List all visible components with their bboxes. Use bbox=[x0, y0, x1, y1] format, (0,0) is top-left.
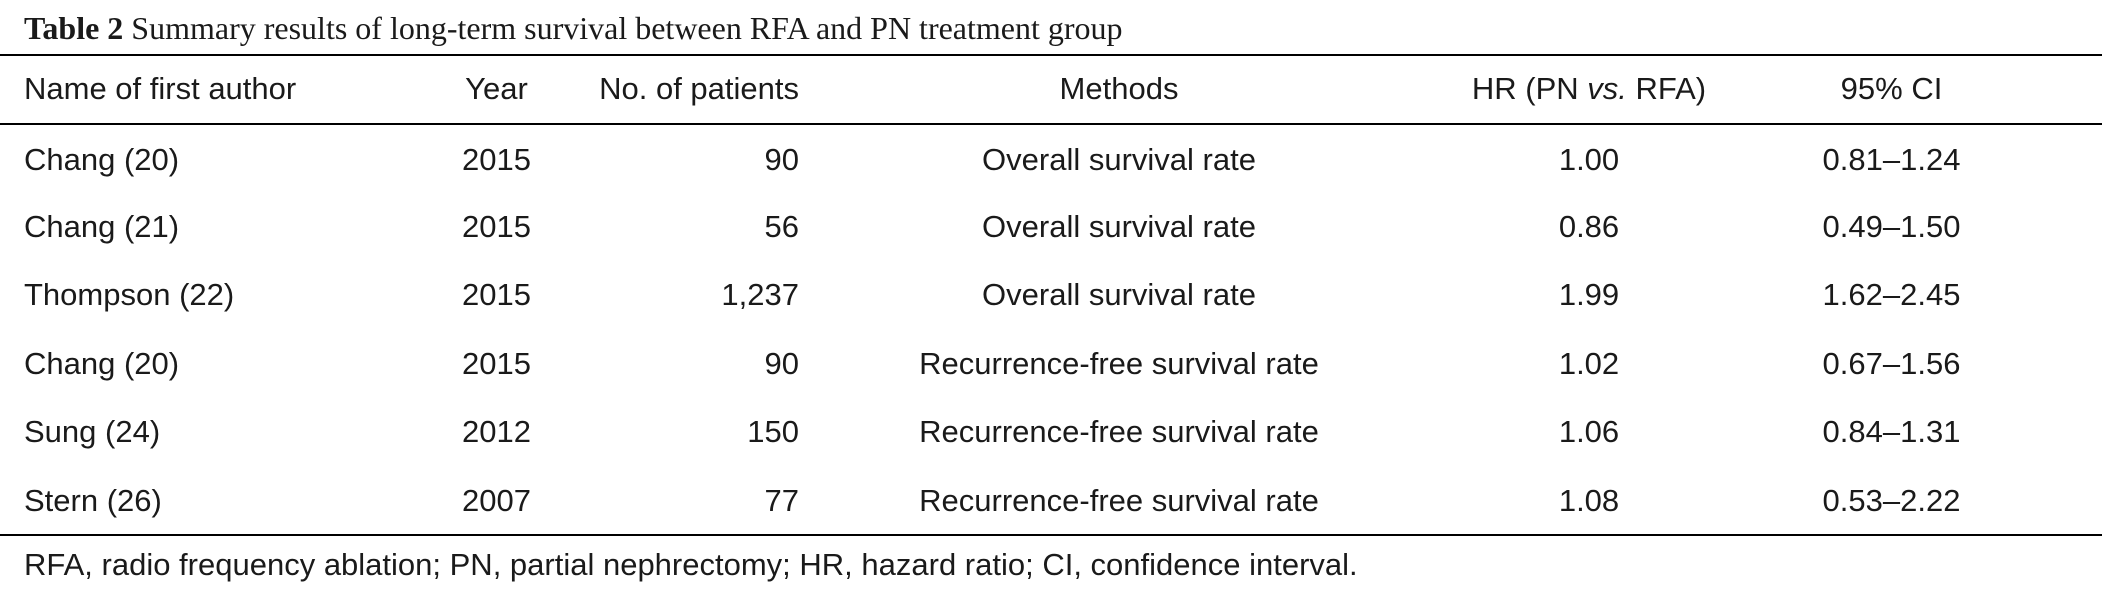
table-row bbox=[0, 124, 2102, 193]
table-row bbox=[0, 398, 2102, 467]
table-row bbox=[0, 261, 2102, 330]
cell-method: Recurrence-free survival rate bbox=[919, 482, 1319, 518]
table-row bbox=[0, 330, 2102, 399]
col-header-ci: 95% CI bbox=[1840, 71, 1943, 106]
col-header-author: Name of first author bbox=[24, 71, 297, 106]
col-header-patients: No. of patients bbox=[599, 71, 799, 106]
col-header-year: Year bbox=[465, 71, 528, 106]
cell-year: 2015 bbox=[462, 141, 531, 177]
cell-method: Recurrence-free survival rate bbox=[919, 414, 1319, 450]
cell-ci: 0.67–1.56 bbox=[1822, 345, 1961, 381]
cell-author: Chang (21) bbox=[24, 208, 180, 244]
cell-method: Overall survival rate bbox=[982, 277, 1256, 313]
cell-ci: 0.84–1.31 bbox=[1822, 414, 1961, 450]
table-row bbox=[0, 193, 2102, 262]
cell-patients: 90 bbox=[764, 141, 799, 177]
cell-method: Overall survival rate bbox=[982, 208, 1256, 244]
table-footnote: RFA, radio frequency ablation; PN, partial nephrectomy; HR, hazard ratio; CI, confidence interval. bbox=[24, 547, 1358, 582]
col-header-hr bbox=[1439, 56, 1739, 124]
cell-author: Chang (20) bbox=[24, 345, 180, 381]
cell-patients: 90 bbox=[764, 345, 799, 381]
table-caption-text: Summary results of long-term survival between RFA and PN treatment group bbox=[131, 10, 1123, 46]
cell-patients: 77 bbox=[764, 482, 799, 518]
cell-ci: 0.49–1.50 bbox=[1822, 208, 1961, 244]
survival-summary-table bbox=[0, 56, 2102, 535]
cell-author: Chang (20) bbox=[24, 141, 180, 177]
cell-method: Recurrence-free survival rate bbox=[919, 345, 1319, 381]
col-header-hr-suffix: RFA) bbox=[1626, 71, 1707, 106]
cell-patients: 150 bbox=[747, 414, 799, 450]
cell-ci: 0.81–1.24 bbox=[1822, 141, 1961, 177]
cell-ci: 0.53–2.22 bbox=[1822, 482, 1961, 518]
cell-author: Thompson (22) bbox=[24, 277, 235, 313]
table-caption bbox=[24, 8, 1123, 48]
cell-hr: 1.02 bbox=[1558, 345, 1620, 381]
cell-patients: 1,237 bbox=[721, 277, 799, 313]
cell-year: 2012 bbox=[462, 414, 531, 450]
cell-hr: 1.00 bbox=[1558, 141, 1620, 177]
cell-hr: 1.08 bbox=[1558, 482, 1620, 518]
col-header-hr-prefix: HR (PN bbox=[1471, 71, 1588, 106]
cell-author: Stern (26) bbox=[24, 482, 162, 518]
cell-ci: 1.62–2.45 bbox=[1822, 277, 1961, 313]
table-header-row bbox=[0, 56, 2102, 124]
cell-hr: 1.06 bbox=[1558, 414, 1620, 450]
cell-hr: 1.99 bbox=[1558, 277, 1620, 313]
cell-method: Overall survival rate bbox=[982, 141, 1256, 177]
table-row bbox=[0, 467, 2102, 536]
col-header-hr-vs: vs. bbox=[1587, 71, 1627, 106]
cell-patients: 56 bbox=[764, 208, 799, 244]
cell-author: Sung (24) bbox=[24, 414, 161, 450]
cell-hr: 0.86 bbox=[1558, 208, 1620, 244]
table-caption-label: Table 2 bbox=[24, 10, 124, 46]
cell-year: 2007 bbox=[462, 482, 531, 518]
cell-year: 2015 bbox=[462, 277, 531, 313]
cell-year: 2015 bbox=[462, 208, 531, 244]
col-header-methods: Methods bbox=[1059, 71, 1179, 106]
cell-year: 2015 bbox=[462, 345, 531, 381]
